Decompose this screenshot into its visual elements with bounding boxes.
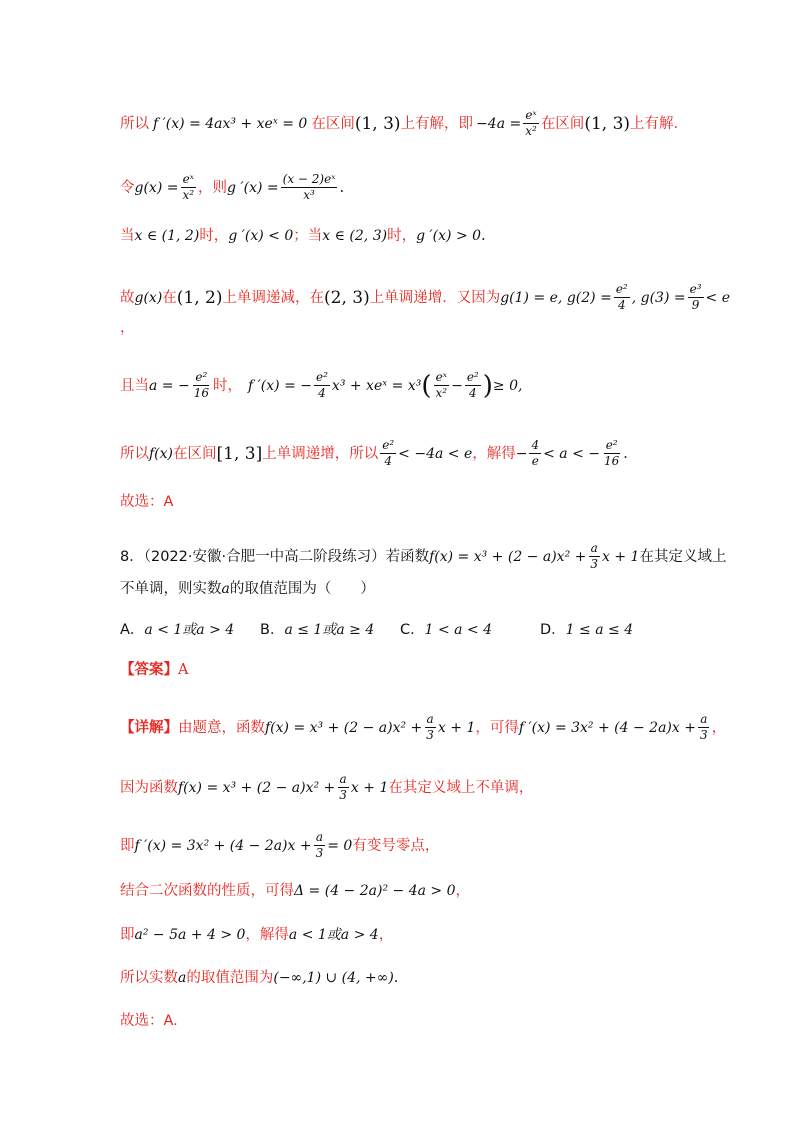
- detail-conclusion: 故选：A.: [120, 1013, 178, 1029]
- fraction: $\frac{\text{(x − 2)eˣ}}{\text{x³}}$: [282, 172, 336, 202]
- fraction: $\frac{a}{3}$: [315, 830, 324, 860]
- fraction: $\frac{\text{eˣ}}{\text{x²}}$: [182, 172, 195, 202]
- detail-line-1: 【详解】 由题意，函数 f(x) = x³ + (2 − a)x² + $\frac{a}{3}$ x + 1 ，可得 f ′(x) = 3x² + (4 − 2a)x + $\frac{a}{3}$ ，: [120, 712, 727, 742]
- solution-line-2: 令 g(x) = $\frac{\text{eˣ}}{\text{x²}}$ ，则 g ′(x) = $\frac{\text{(x − 2)eˣ}}{\text{x³}}$ .: [120, 172, 345, 202]
- detail-line-6: 所以实数 a 的取值范围为 (−∞,1) ∪ (4, +∞) .: [120, 970, 399, 986]
- fraction: $\frac{a}{3}$: [699, 712, 708, 742]
- fraction: $\frac{\text{e²}}{4}$: [316, 370, 328, 400]
- option-b: B．a ≤ 1或a ≥ 4: [260, 622, 375, 638]
- detail-line-3: 即 f ′(x) = 3x² + (4 − 2a)x + $\frac{a}{3}$ = 0 有变号零点，: [120, 830, 440, 860]
- fraction: $\frac{\text{e²}}{4}$: [466, 370, 479, 400]
- fraction: $\frac{a}{3}$: [339, 772, 347, 802]
- solution-line-1: 所以 f ′(x) = 4ax³ + xeˣ = 0 在区间 (1, 3) 上有解，即 −4a = $\frac{\text{eˣ}}{\text{x²}}$ 在区间 (1, 3) 上有解.: [120, 108, 679, 138]
- solution-line-6: 所以 f(x) 在区间 [1, 3] 上单调递增，所以 $\frac{\text{e²}}{4}$ < −4a < e ，解得 − $\frac{4}{e}$ < a < − $\frac{\text{e²}}{16}$ .: [120, 438, 628, 468]
- paren-close: ): [482, 370, 493, 401]
- detail-line-4: 结合二次函数的性质，可得 Δ = (4 − 2a)² − 4a > 0 ，: [120, 883, 470, 899]
- options-row: [120, 620, 760, 640]
- fraction: $\frac{\text{e³}}{9}$: [689, 282, 702, 312]
- fraction: $\frac{\text{eˣ}}{\text{x²}}$: [435, 370, 448, 400]
- paren-open: (: [421, 370, 432, 401]
- solution-line-4: 故 g(x) 在 (1, 2) 上单调递减，在 (2, 3) 上单调递增．又因为 g(1) = e, g(2) = $\frac{\text{e²}}{4}$ , g(3) = $\frac{\text{e³}}{9}$ < e: [120, 282, 730, 312]
- solution-conclusion: 故选：A: [120, 494, 174, 510]
- detail-line-2: 因为函数 f(x) = x³ + (2 − a)x² + $\frac{a}{3}$ x + 1 在其定义域上不单调，: [120, 772, 534, 802]
- option-c: C．1 < a < 4: [400, 622, 493, 638]
- fraction: $\frac{4}{e}$: [531, 438, 540, 468]
- fraction: $\frac{a}{3}$: [590, 541, 599, 571]
- fraction: $\frac{\text{e²}}{4}$: [382, 438, 395, 468]
- fraction: $\frac{\text{e²}}{16}$: [193, 370, 209, 400]
- fraction: $\frac{a}{3}$: [426, 712, 434, 742]
- question-8-line-1: 8．（2022·安徽·合肥一中高二阶段练习）若函数 f(x) = x³ + (2 − a)x² + $\frac{a}{3}$ x + 1 在其定义域上: [120, 541, 727, 571]
- solution-line-4-cont: ，: [120, 320, 135, 336]
- fraction: $\frac{\text{e²}}{4}$: [615, 282, 628, 312]
- answer-line: 【答案】 A: [120, 662, 189, 678]
- fraction: $\frac{\text{eˣ}}{\text{x²}}$: [525, 108, 537, 138]
- detail-line-5: 即 a² − 5a + 4 > 0 ，解得 a < 1或a > 4 ，: [120, 927, 394, 943]
- solution-line-5: 且当 a = − $\frac{\text{e²}}{16}$ 时， f ′(x) = − $\frac{\text{e²}}{4}$ x³ + xeˣ = x³ ( $\frac{\text{eˣ}}{\text{x²}}$ − $\frac{\text{e²}}{4}$ ) ≥ 0,: [120, 370, 523, 401]
- option-d: D．1 ≤ a ≤ 4: [540, 622, 634, 638]
- fraction: $\frac{\text{e²}}{16}$: [604, 438, 620, 468]
- option-a: A．a < 1或a > 4: [120, 622, 235, 638]
- solution-line-3: 当 x ∈ (1, 2) 时， g ′(x) < 0 ；当 x ∈ (2, 3) 时， g ′(x) > 0 .: [120, 228, 486, 244]
- question-8-line-2: 不单调，则实数 a 的取值范围为（ ）: [120, 581, 375, 597]
